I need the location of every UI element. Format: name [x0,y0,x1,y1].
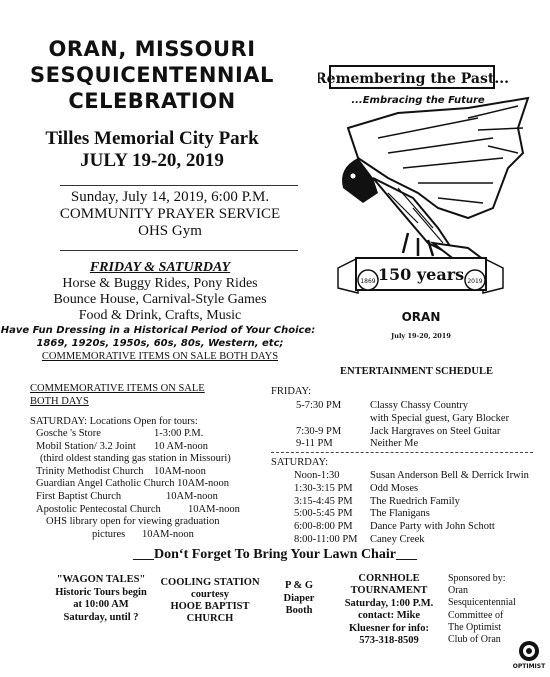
activity-line: Bounce House, Carnival-Style Games [53,292,267,307]
sesquicentennial-logo [318,58,538,348]
prayer-name: COMMUNITY PRAYER SERVICE [59,206,281,222]
location-row: Apostolic Pentecostal Church 10AM-noon [36,503,240,515]
schedule-row: 5-7:30 PM Classy Chassy Country [296,400,469,411]
svg-text:150 years: 150 years [377,265,465,284]
cornhole-block: CORNHOLE TOURNAMENT Saturday, 1:00 P.M. contact: Mike Kluesner for info: 573-318-8509 [344,573,434,647]
optimist-logo [512,640,546,672]
saturday-label: SATURDAY: [271,457,328,468]
friday-schedule [296,400,509,451]
dress-line-2: 1869, 1920s, 1950s, 60s, 80s, Western, etc; [36,338,284,349]
svg-text:2019: 2019 [467,278,483,285]
sponsor-block: Sponsored by: Oran Sesquicentennial Committee of The Optimist Club of Oran [448,573,516,646]
divider [60,185,298,186]
title-line-3: CELEBRATION [68,89,236,113]
schedule-row: 5:00-5:45 PM The Flanigans [294,508,430,520]
schedule-heading: ENTERTAINMENT SCHEDULE [340,366,493,377]
venue: Tilles Memorial City Park [45,128,259,149]
svg-text:...Embracing the Future: ...Embracing the Future [351,95,485,106]
svg-text:1869: 1869 [360,278,376,285]
location-row: (third oldest standing gas station in Missouri) [40,453,231,465]
commemorative-heading-2: BOTH DAYS [30,396,89,407]
locations-list [36,428,270,541]
dress-line-1: Have Fun Dressing in a Historical Period of Your Choice: [0,325,316,336]
svg-text:ORAN: ORAN [401,310,441,324]
schedule-row: 6:00-8:00 PM Dance Party with John Schott [294,521,495,533]
svg-text:July 19-20, 2019: July 19-20, 2019 [391,332,451,340]
location-row: OHS library open for viewing graduation [46,516,220,528]
fri-sat-heading: FRIDAY & SATURDAY [89,260,231,275]
location-row: First Baptist Church 10AM-noon [36,490,218,502]
prayer-location: OHS Gym [138,223,202,239]
location-row: Guardian Angel Catholic Church 10AM-noon [36,478,230,490]
location-row: Trinity Methodist Church 10AM-noon [36,465,206,477]
schedule-row: 7:30-9 PM Jack Hargraves on Steel Guitar [296,425,501,437]
schedule-row: 1:30-3:15 PM Odd Moses [294,482,419,494]
lawn-chair-reminder: ___Don‘t Forget To Bring Your Lawn Chair___ [133,547,417,562]
location-row: Mobil Station/ 3.2 Joint 10 AM-noon [36,440,208,452]
eagle-icon [318,58,538,348]
activity-line: Horse & Buggy Rides, Pony Rides [62,276,258,291]
svg-text:Remembering the Past...: Remembering the Past... [318,71,509,87]
divider [271,452,533,453]
saturday-schedule [294,470,529,547]
location-row: pictures 10AM-noon [92,528,194,540]
wagon-tales-block: "WAGON TALES" Historic Tours begin at 10:00 AM Saturday, until ? [55,574,147,623]
svg-text:OPTIMIST: OPTIMIST [512,663,546,670]
divider [60,250,298,251]
prayer-datetime: Sunday, July 14, 2019, 6:00 P.M. [70,189,270,205]
cooling-station-block: COOLING STATION courtesy HOOE BAPTIST CHURCH [160,577,260,624]
commemorative-note: COMMEMORATIVE ITEMS ON SALE BOTH DAYS [41,351,279,362]
activity-line: Food & Drink, Crafts, Music [78,308,242,323]
title-line-2: SESQUICENTENNIAL [30,63,274,87]
title-line-1: ORAN, MISSOURI [48,37,256,61]
pg-diaper-booth-block: P & G Diaper Booth [283,580,315,616]
optimist-logo-icon [512,640,546,672]
friday-label: FRIDAY: [271,386,312,397]
schedule-row: Noon-1:30 Susan Anderson Bell & Derrick Irwin [294,470,529,481]
event-dates: JULY 19-20, 2019 [80,150,224,171]
saturday-intro: SATURDAY: Locations Open for tours: [30,416,198,427]
schedule-row: 9-11 PM Neither Me [296,438,419,450]
schedule-row: with Special guest, Gary Blocker [370,412,510,424]
location-row: Gosche 's Store 1-3:00 P.M. [36,428,204,439]
commemorative-heading-1: COMMEMORATIVE ITEMS ON SALE [30,383,205,394]
schedule-row: 8:00-11:00 PM Caney Creek [294,533,425,545]
schedule-row: 3:15-4:45 PM The Ruedrich Family [294,495,460,507]
